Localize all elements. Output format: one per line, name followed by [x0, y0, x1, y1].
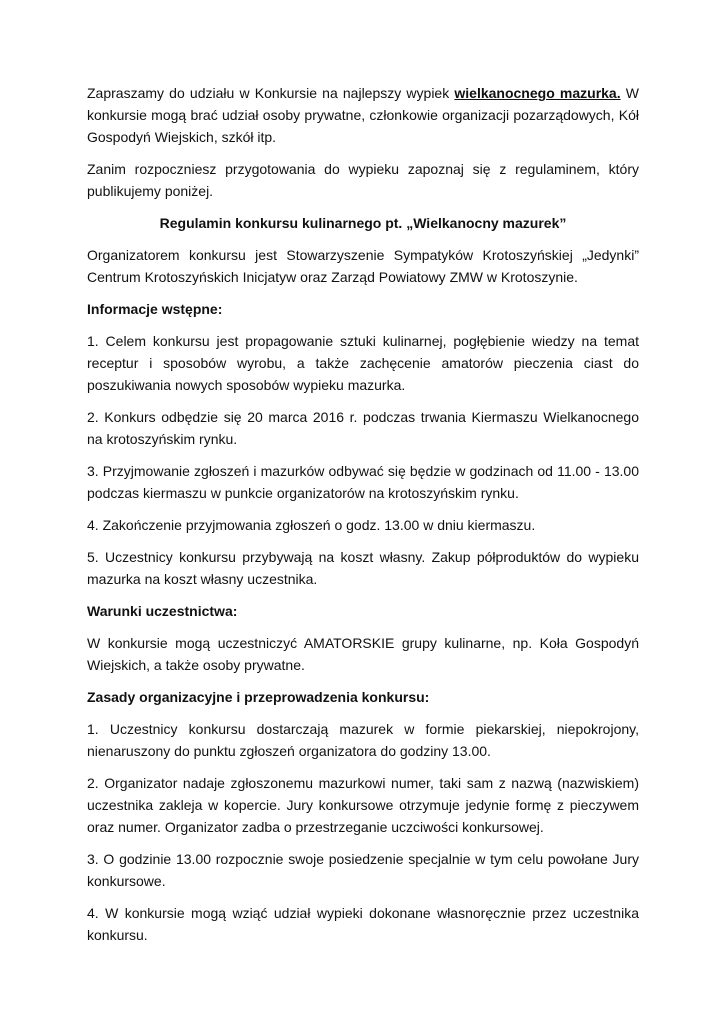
organizer-paragraph: Organizatorem konkursu jest Stowarzyszenie Sympatyków Krotoszyńskiej „Jedynki” Centrum Krotoszyńskich Inicjatyw oraz Zarząd Powiatowy ZMW w Krotoszynie. [87, 247, 639, 285]
info-item-4: 4. Zakończenie przyjmowania zgłoszeń o godz. 13.00 w dniu kiermaszu. [87, 517, 536, 533]
info-item-5: 5. Uczestnicy konkursu przybywają na koszt własny. Zakup półproduktów do wypieku mazurka na koszt własny uczestnika. [87, 549, 639, 587]
rules-item-1: 1. Uczestnicy konkursu dostarczają mazurek w formie piekarskiej, niepokrojony, nienaruszony do punktu zgłoszeń organizatora do godziny 13.00. [87, 721, 639, 759]
intro-text-rest: W konkursie mogą brać udział osoby prywatne, członkowie organizacji pozarządowych, Kół Gospodyń Wiejskich, szkół itp. [87, 85, 640, 145]
section-heading-rules: Zasady organizacyjne i przeprowadzenia konkursu: [87, 689, 430, 705]
info-item-1: 1. Celem konkursu jest propagowanie sztuki kulinarnej, pogłębienie wiedzy na temat receptur i sposobów wyrobu, a także zachęcenie amatorów pieczenia ciast do poszukiwania nowych sposobów wypieku mazurka. [87, 333, 639, 393]
info-item-2: 2. Konkurs odbędzie się 20 marca 2016 r. podczas trwania Kiermaszu Wielkanocnego na krotoszyńskim rynku. [87, 409, 639, 447]
info-item-3: 3. Przyjmowanie zgłoszeń i mazurków odbywać się będzie w godzinach od 11.00 - 13.00 podczas kiermaszu w punkcie organizatorów na krotoszyńskim rynku. [87, 463, 639, 501]
rules-item-3: 3. O godzinie 13.00 rozpocznie swoje posiedzenie specjalnie w tym celu powołane Jury konkursowe. [87, 851, 639, 889]
intro-text: Zapraszamy do udziału w Konkursie na najlepszy wypiek [87, 85, 455, 101]
conditions-text: W konkursie mogą uczestniczyć AMATORSKIE grupy kulinarne, np. Koła Gospodyń Wiejskich, a także osoby prywatne. [87, 635, 639, 673]
rules-item-2: 2. Organizator nadaje zgłoszonemu mazurkowi numer, taki sam z nazwą (nazwiskiem) uczestnika zakleja w kopercie. Jury konkursowe otrzymuje jedynie formę z pieczywem oraz numer. Organizator zadba o przestrzeganie uczciwości konkursowej. [87, 775, 639, 835]
intro-paragraph-2: Zanim rozpoczniesz przygotowania do wypieku zapoznaj się z regulaminem, który publikujemy poniżej. [87, 161, 639, 199]
section-heading-conditions: Warunki uczestnictwa: [87, 603, 238, 619]
rules-item-4: 4. W konkursie mogą wziąć udział wypieki dokonane własnoręcznie przez uczestnika konkursu. [87, 905, 639, 943]
regulation-title: Regulamin konkursu kulinarnego pt. „Wielkanocny mazurek” [159, 215, 567, 231]
intro-emphasis: wielkanocnego mazurka. [454, 85, 621, 101]
intro-paragraph [87, 82, 639, 148]
section-heading-info: Informacje wstępne: [87, 301, 223, 317]
document-body [87, 82, 639, 956]
